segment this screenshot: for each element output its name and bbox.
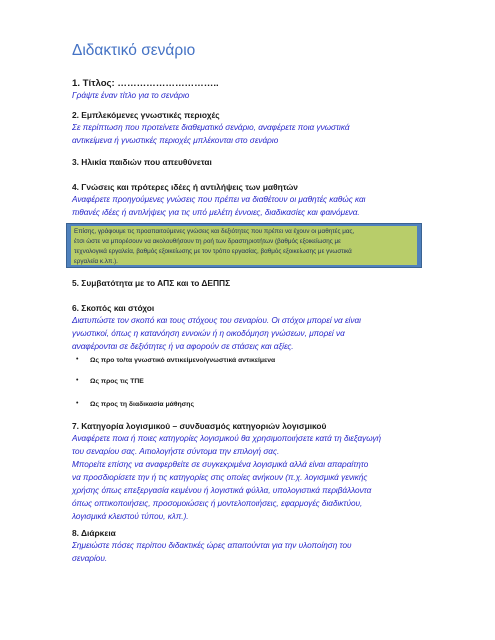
section-heading: 4. Γνώσεις και πρότερες ιδέες ή αντιλήψεις των μαθητών — [72, 182, 298, 192]
section-compatibility — [72, 278, 424, 289]
section-goals — [72, 303, 424, 353]
bullet-marker: • — [76, 400, 79, 407]
section-subject-areas — [72, 110, 424, 147]
section-text-line: να προσδιορίσετε την ή τις κατηγορίες στις οποίες ανήκουν (π.χ. λογισμικά γενικής — [72, 473, 368, 482]
section-heading: 6. Σκοπός και στόχοι — [72, 303, 155, 313]
note-text-line: έτσι ώστε να μπορέσουν να ακολουθήσουν τη ροή των δραστηριοτήτων (βαθμός εξοικείωσης με — [74, 238, 341, 245]
bullet-item: Ως προ το/τα γνωστικό αντικείμενο/γνωστικά αντικείμενα — [90, 357, 276, 364]
bullet-item: Ως προς τις ΤΠΕ — [90, 378, 144, 385]
note-text-line: Επίσης, γράφουμε τις προαπαιτούμενες γνώσεις και δεξιότητες που πρέπει να έχουν οι μαθητές μας, — [74, 228, 355, 235]
section-text-line: του σεναρίου σας. Αιτιολογήστε σύντομα την επιλογή σας. — [72, 447, 280, 456]
section-text-line: αναφέρονται σε δεξιότητες ή να αφορούν σε στάσεις και αξίες. — [72, 342, 294, 351]
section-title — [72, 78, 424, 102]
section-heading: 5. Συμβατότητα με το ΑΠΣ και το ΔΕΠΠΣ — [72, 278, 231, 288]
section-heading: 2. Εμπλεκόμενες γνωστικές περιοχές — [72, 110, 220, 120]
bullet-marker: • — [76, 356, 79, 363]
section-text-line: χρήσης όπως επεξεργασία κειμένου ή λογιστικά φύλλα, υπολογιστικά περιβάλλοντα — [72, 486, 372, 495]
note-text-line: εργαλεία κ.λπ.). — [74, 258, 118, 265]
section-text-line: γνωστικοί, όπως η κατανόηση εννοιών ή η οικοδόμηση γνώσεων, μπορεί να — [72, 329, 345, 338]
section-duration — [72, 528, 424, 565]
section-software — [72, 421, 424, 523]
section-text-line: Αναφέρετε προηγούμενες γνώσεις που πρέπει να διαθέτουν οι μαθητές καθώς και — [72, 195, 366, 204]
section-text-line: Γράψτε έναν τίτλο για το σενάριο — [72, 91, 190, 100]
section-heading: 3. Ηλικία παιδιών που απευθύνεται — [72, 157, 212, 167]
bullet-marker: • — [76, 377, 79, 384]
note-box — [66, 223, 422, 268]
section-heading: 8. Διάρκεια — [72, 528, 116, 538]
section-age — [72, 157, 424, 168]
section-text-line: λογισμικά κλειστού τύπου, κλπ.). — [72, 512, 189, 521]
section-text-line: Μπορείτε επίσης να αναφερθείτε σε συγκεκριμένα λογισμικά αλλά είναι απαραίτητο — [72, 460, 369, 469]
section-text-line: Σημειώστε πόσες περίπου διδακτικές ώρες απαιτούνται για την υλοποίηση του — [72, 541, 352, 550]
note-text-line: τεχνολογικά εργαλεία, βαθμός εξοικείωσης με τον τρόπο εργασίας, βαθμός εξοικείωσης με γνωστικά — [74, 248, 352, 255]
section-text-line: σεναρίου. — [72, 554, 108, 563]
section-text-line: πιθανές ιδέες ή αντιλήψεις για τις υπό μελέτη έννοιες, διαδικασίες και φαινόμενα. — [72, 208, 360, 217]
bullet-item: Ως προς τη διαδικασία μάθησης — [90, 401, 194, 408]
section-text-line: όπως οπτικοποιήσεις, προσομοιώσεις ή μοντελοποιήσεις, εφαρμογές διαδικτύου, — [72, 499, 363, 508]
section-text-line: Σε περίπτωση που προτείνετε διαθεματικό σενάριο, αναφέρετε ποια γνωστικά — [72, 123, 350, 132]
section-heading: 1. Τίτλος: ………………………….. — [72, 78, 219, 89]
section-prior-knowledge — [72, 182, 424, 219]
document-title: Διδακτικό σενάριο — [72, 42, 196, 59]
section-text-line: Διατυπώστε τον σκοπό και τους στόχους του σεναρίου. Οι στόχοι μπορεί να είναι — [72, 316, 361, 325]
section-text-line: αντικείμενα ή γνωστικές περιοχές μπλέκονται στο σενάριο — [72, 136, 279, 145]
section-heading: 7. Κατηγορία λογισμικού – συνδυασμός κατηγοριών λογισμικού — [72, 421, 327, 431]
note-box-fill — [71, 226, 417, 265]
section-text-line: Αναφέρετε ποια ή ποιες κατηγορίες λογισμικού θα χρησιμοποιήσετε κατά τη διεξαγωγή — [72, 434, 382, 443]
